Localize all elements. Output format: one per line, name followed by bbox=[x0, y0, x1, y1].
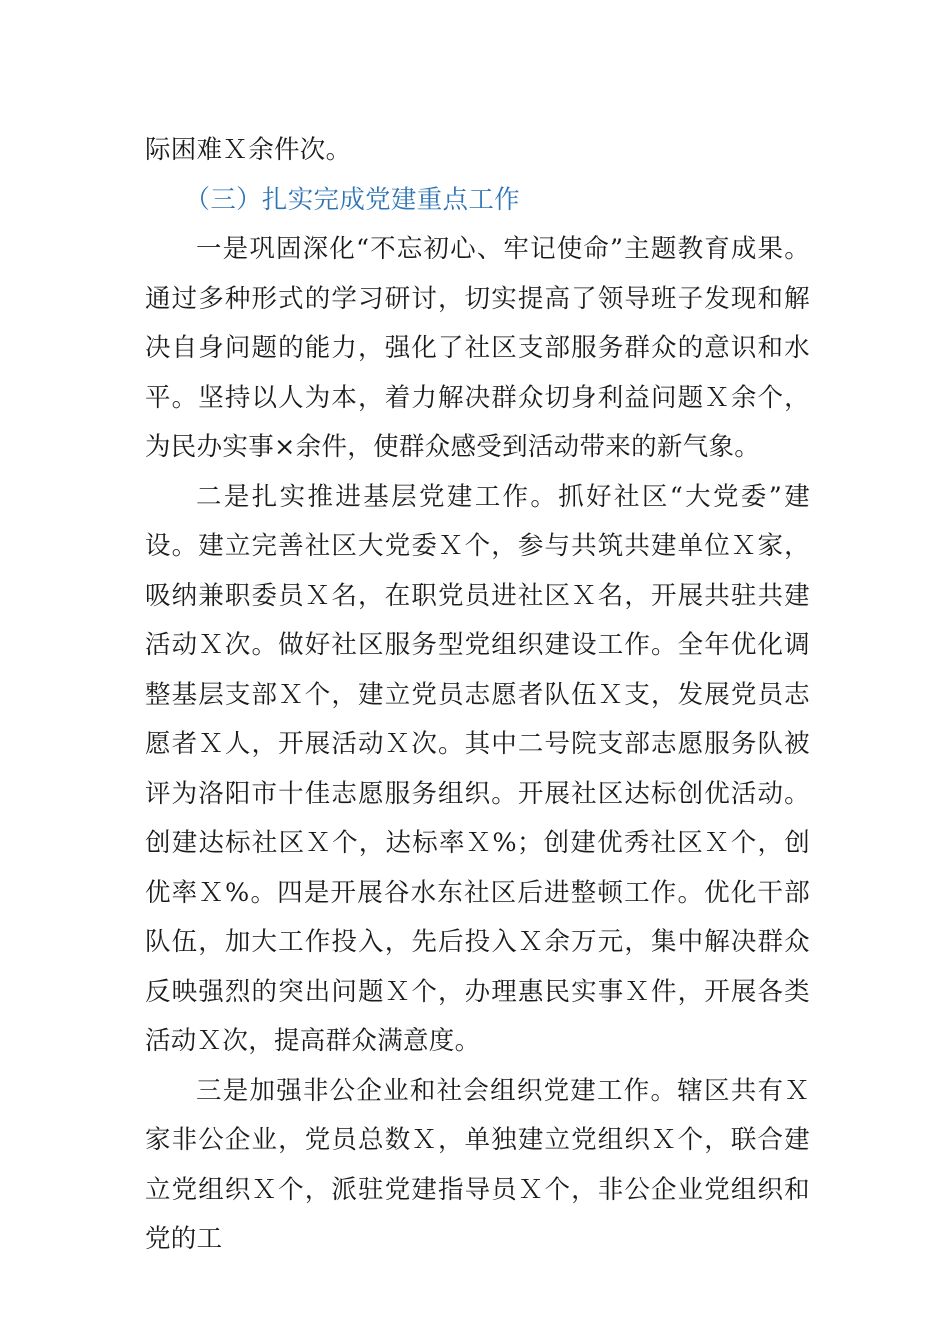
paragraph-non-public-enterprises: 三是加强非公企业和社会组织党建工作。辖区共有Ｘ家非公企业，党员总数Ｘ，单独建立党组织Ｘ个，联合建立党组织Ｘ个，派驻党建指导员Ｘ个，非公企业党组织和党的工 bbox=[145, 1075, 810, 1254]
paragraph-continuation: 际困难Ｘ余件次。 bbox=[145, 135, 352, 165]
document-body bbox=[145, 126, 810, 1265]
paragraph-theme-education: 一是巩固深化“不忘初心、牢记使命”主题教育成果。通过多种形式的学习研讨，切实提高了领导班子发现和解决自身问题的能力，强化了社区支部服务群众的意识和水平。坚持以人为本，着力解决群众切身利益问题Ｘ余个，为民办实事×余件，使群众感受到活动带来的新气象。 bbox=[145, 234, 810, 462]
section-heading: （三）扎实完成党建重点工作 bbox=[184, 184, 520, 215]
paragraph-grassroots-party-building: 二是扎实推进基层党建工作。抓好社区“大党委”建设。建立完善社区大党委Ｘ个，参与共筑共建单位Ｘ家，吸纳兼职委员Ｘ名，在职党员进社区Ｘ名，开展共驻共建活动Ｘ次。做好社区服务型党组织建设工作。全年优化调整基层支部Ｘ个，建立党员志愿者队伍Ｘ支，发展党员志愿者Ｘ人，开展活动Ｘ次。其中二号院支部志愿服务队被评为洛阳市十佳志愿服务组织。开展社区达标创优活动。创建达标社区Ｘ个，达标率Ｘ%；创建优秀社区Ｘ个，创优率Ｘ%。四是开展谷水东社区后进整顿工作。优化干部队伍，加大工作投入，先后投入Ｘ余万元，集中解决群众反映强烈的突出问题Ｘ个，办理惠民实事Ｘ件，开展各类活动Ｘ次，提高群众满意度。 bbox=[145, 481, 810, 1056]
